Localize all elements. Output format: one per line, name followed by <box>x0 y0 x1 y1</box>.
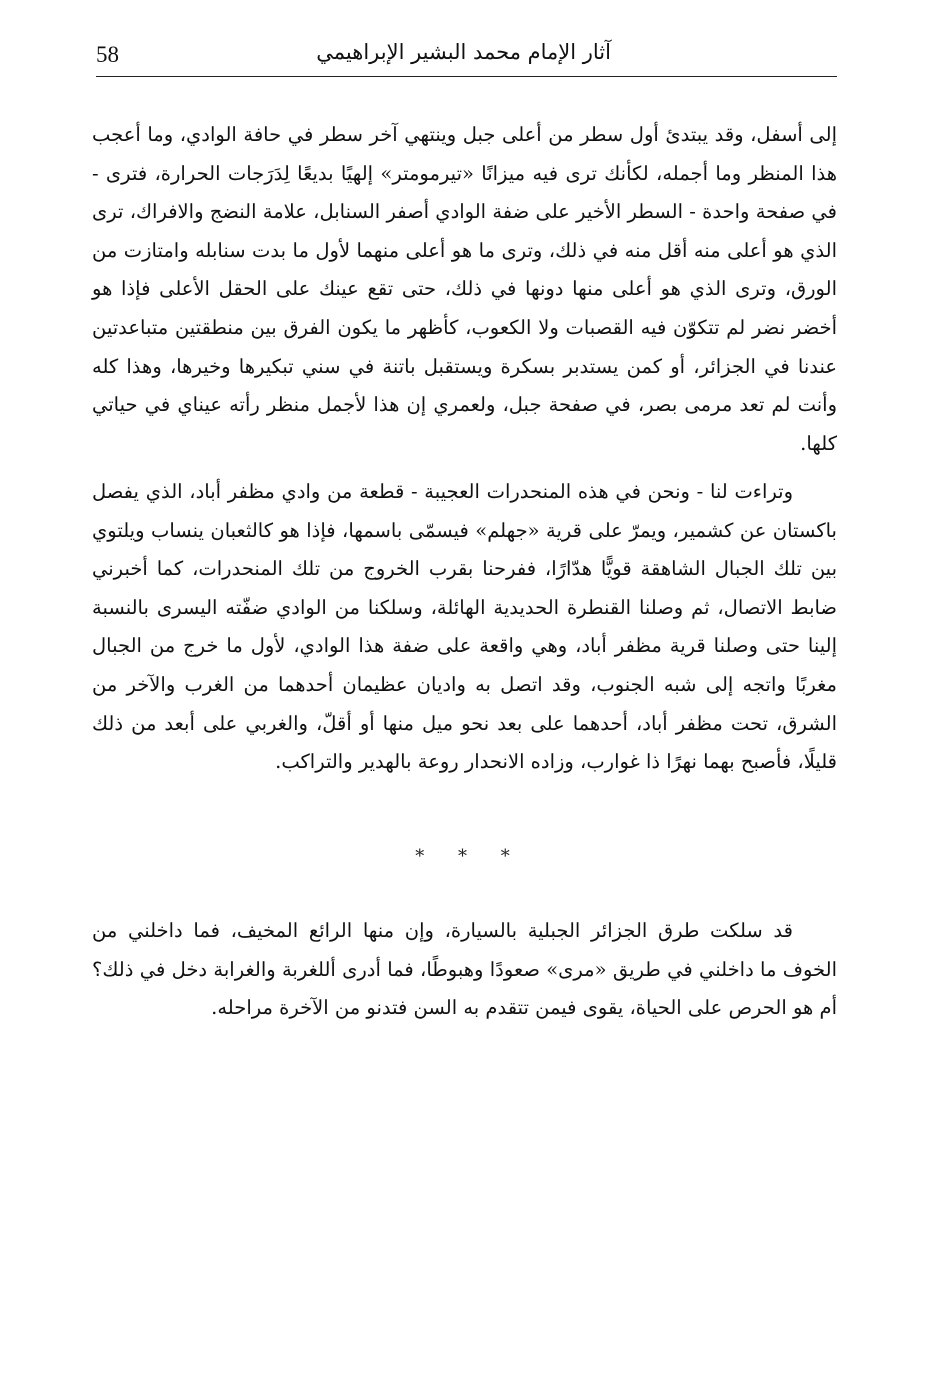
header-rule <box>96 76 837 77</box>
running-title: آثار الإمام محمد البشير الإبراهيمي <box>316 40 611 64</box>
paragraph-mountain-roads <box>92 912 837 1028</box>
page-number: 58 <box>96 42 119 67</box>
paragraph-muzaffarabad-valley <box>92 473 837 782</box>
paragraph-text: قد سلكت طرق الجزائر الجبلية بالسيارة، وإن منها الرائع المخيف، فما داخلني من الخوف ما داخلني في طريق «مرى» صعودًا وهبوطًا، فما أدرى أللغربة والغرابة دخل في ذلك؟ أم هو الحرص على الحياة، يقوى فيمن تتقدم به السن فتدنو من الآخرة مراحله. <box>92 919 837 1020</box>
paragraph-text: إلى أسفل، وقد يبتدئ أول سطر من أعلى جبل وينتهي آخر سطر في حافة الوادي، وما أعجب هذا المنظر وما أجمله، لكأنك ترى فيه ميزانًا «تيرمومتر» إلهيًا بديعًا لِدَرَجات الحرارة، فترى - في صفحة واحدة - السطر الأخير على ضفة الوادي أصفر السنابل، علامة النضج والافراك، ترى الذي هو أعلى منه أقل منه في ذلك، وترى ما هو أعلى منهما لأول ما بدت سنابله وامتازت من الورق، وترى الذي هو أعلى منها دونها في ذلك، حتى تقع عينك على الحقل الأعلى فإذا هو أخضر نضر لم تتكوّن فيه القصبات ولا الكعوب، كأظهر ما يكون الفرق بين منطقتين متباعدتين عندنا في الجزائر، أو كمن يستدبر بسكرة ويستقبل باتنة في سني تبكيرها وخيرها، وهذا كله وأنت لم تعد مرمى بصر، في صفحة جبل، ولعمري إن هذا لأجمل منظر رأته عيناي في حياتي كلها. <box>92 123 837 455</box>
section-separator: * * * <box>415 846 524 867</box>
paragraph-continuation <box>92 116 837 463</box>
running-header <box>96 38 833 76</box>
paragraph-text: وتراءت لنا - ونحن في هذه المنحدرات العجيبة - قطعة من وادي مظفر أباد، الذي يفصل باكستان عن كشمير، ويمرّ على قرية «جهلم» فيسمّى باسمها، فإذا هو كالثعبان ينساب ويلتوي بين تلك الجبال الشاهقة قويًّا هدّارًا، ففرحنا بقرب الخروج من تلك المنحدرات، كما أخبرني ضابط الاتصال، ثم وصلنا القنطرة الحديدية الهائلة، وسلكنا من الوادي ضفّته اليسرى بالنسبة إلينا حتى وصلنا قرية مظفر أباد، وهي واقعة على ضفة هذا الوادي، لأول ما خرج من الجبال مغربًا واتجه إلى شبه الجنوب، وقد اتصل به واديان عظيمان أحدهما من الغرب والآخر من الشرق، تحت مظفر أباد، أحدهما على بعد نحو ميل منها أو أقلّ، والغربي على أبعد من ذلك قليلًا، فأصبح بهما نهرًا ذا غوارب، وزاده الانحدار روعة بالهدير والتراكب. <box>92 480 837 774</box>
